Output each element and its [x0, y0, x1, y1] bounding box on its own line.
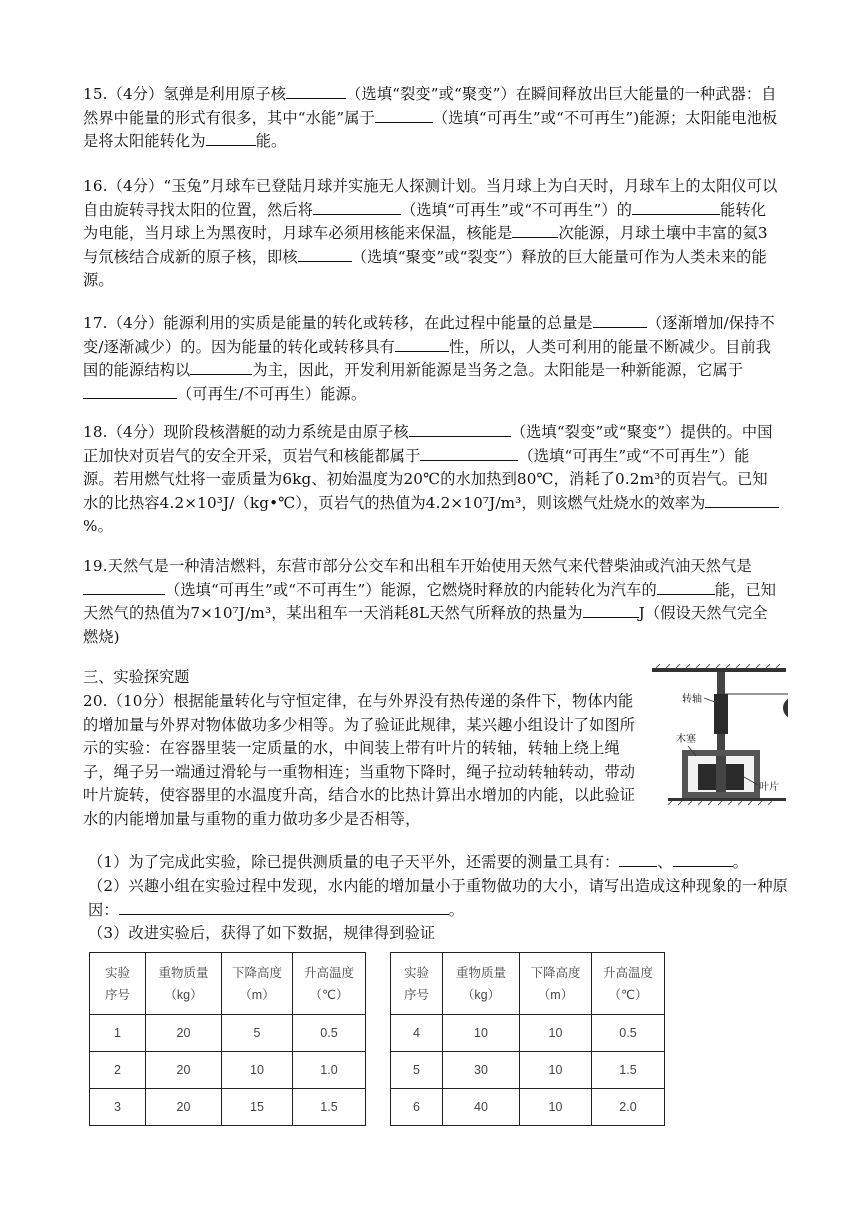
- header-cell: 升高温度 （℃）: [592, 953, 665, 1015]
- q19-blank-1[interactable]: [83, 580, 165, 595]
- header-cell: 重物质量 （kg）: [146, 953, 222, 1015]
- q20-part-2-text: （2）兴趣小组在实验过程中发现，水内能的增加量小于重物做功的大小，请写出造成这种现象的一种原因：: [88, 877, 788, 919]
- q17-blank-1[interactable]: [593, 313, 647, 328]
- q20-part-1-text: （1）为了完成此实验，除已提供测质量的电子天平外，还需要的测量工具有：: [88, 853, 620, 871]
- table-cell: 20: [146, 1015, 222, 1052]
- q19-text-3: 能，已知天然气的热值为7×10⁷J/m³，某出租车一天消耗8L天然气所释放的热量为: [83, 580, 777, 623]
- question-16: [83, 175, 780, 293]
- table-cell: 20: [146, 1052, 222, 1089]
- q20-part-3: （3）改进实验后，获得了如下数据，规律得到验证: [88, 924, 436, 942]
- table-cell: 6: [391, 1089, 443, 1126]
- q20-part-2-end: 。: [448, 900, 465, 919]
- table-row: [90, 1052, 366, 1089]
- q17-text-3: 性，所以，人类可利用的能量不断减少。目前我国的能源结构以: [83, 337, 772, 380]
- table-cell: 10: [520, 1052, 592, 1089]
- q19-blank-3[interactable]: [583, 603, 639, 618]
- q18-text-4: %。: [83, 517, 113, 536]
- q17-blank-4[interactable]: [83, 384, 177, 399]
- q18-blank-3[interactable]: [705, 493, 779, 508]
- q17-text-5: （可再生/不可再生）能源。: [177, 384, 367, 403]
- q20-part-1: [88, 851, 788, 875]
- table-cell: 10: [222, 1052, 293, 1089]
- header-cell: 实验 序号: [391, 953, 443, 1015]
- q18-blank-1[interactable]: [409, 422, 511, 437]
- q16-text-4: 次能源，月球土壤中丰富的氦3与氘核结合成新的原子核，即核: [83, 224, 768, 266]
- q20-part-2: [88, 875, 788, 922]
- q20-part-2-blank[interactable]: [119, 900, 449, 915]
- table-cell: 1.5: [293, 1089, 366, 1126]
- header-cell: 下降高度 （m）: [520, 953, 592, 1015]
- table-cell: 2: [90, 1052, 146, 1089]
- header-cell: 下降高度 （m）: [222, 953, 293, 1015]
- table-header-row: [90, 953, 366, 1015]
- q20-part-1-blank-1[interactable]: [619, 852, 657, 867]
- table-cell: 5: [222, 1015, 293, 1052]
- q15-blank-2[interactable]: [375, 108, 433, 123]
- header-cell: 实验 序号: [90, 953, 146, 1015]
- q20-part-1-blank-2[interactable]: [673, 852, 733, 867]
- q17-text-4: 为主，因此，开发利用新能源是当务之急。太阳能是一种新能源，它属于: [252, 361, 744, 380]
- table-cell: 1.5: [592, 1052, 665, 1089]
- table-cell: 40: [443, 1089, 520, 1126]
- q16-blank-1[interactable]: [313, 200, 401, 215]
- table-cell: 20: [146, 1089, 222, 1126]
- section-3-heading: 三、实验探究题: [83, 668, 190, 686]
- table-cell: 5: [391, 1052, 443, 1089]
- q19-text-1: 19.天然气是一种清洁燃料，东营市部分公交车和出租车开始使用天然气来代替柴油或汽油天然气是: [83, 557, 752, 575]
- blade-label: 叶片: [759, 782, 779, 793]
- q17-text-1: 17.（4分）能源利用的实质是能量的转化或转移，在此过程中能量的总量是: [83, 314, 593, 332]
- q18-text-2: （选填“裂变”或“聚变”）提供的。中国正加快对页岩气的安全开采，页岩气和核能都属于: [83, 423, 773, 465]
- question-19: [83, 555, 780, 649]
- q16-text-5: （选填“聚变”或“裂变”）释放的巨大能量可作为人类未来的能源。: [83, 247, 767, 290]
- table-cell: 30: [443, 1052, 520, 1089]
- q17-blank-3[interactable]: [190, 360, 252, 375]
- table-cell: 15: [222, 1089, 293, 1126]
- header-cell: 重物质量 （kg）: [443, 953, 520, 1015]
- q16-blank-3[interactable]: [512, 223, 558, 238]
- question-15: [83, 83, 780, 154]
- q16-text-1: 16.（4分）“玉兔”月球车已登陆月球并实施无人探测计划。当月球上为白天时，月球车上的太阳仪可以自由旋转寻找太阳的位置，然后将: [83, 177, 778, 219]
- q15-text-4: 能。: [255, 132, 287, 151]
- table-row: [391, 1052, 665, 1089]
- q15-text-2: （选填“裂变”或“聚变”）在瞬间释放出巨大能量的一种武器：自然界中能量的形式有很多，其中“水能”属于: [83, 85, 777, 127]
- table-cell: 1.0: [293, 1052, 366, 1089]
- table-row: [391, 1089, 665, 1126]
- data-table-right: [390, 952, 665, 1126]
- q17-blank-2[interactable]: [395, 337, 449, 352]
- table-header-row: [391, 953, 665, 1015]
- q18-blank-2[interactable]: [420, 446, 518, 461]
- table-cell: 10: [443, 1015, 520, 1052]
- table-cell: 10: [520, 1015, 592, 1052]
- table-cell: 3: [90, 1089, 146, 1126]
- q15-blank-3[interactable]: [206, 131, 256, 146]
- q15-text-1: 15.（4分）氢弹是利用原子核: [83, 85, 287, 103]
- table-cell: 10: [520, 1089, 592, 1126]
- q16-text-3: 能转化为电能，当月球上为黑夜时，月球车必须用核能来保温，核能是: [83, 200, 767, 243]
- q19-text-4: J（假设天然气完全燃烧): [83, 604, 768, 646]
- table-cell: 4: [391, 1015, 443, 1052]
- table-row: [90, 1015, 366, 1052]
- q15-blank-1[interactable]: [286, 84, 346, 99]
- q15-text-3: （选填“可再生”或“不可再生”)能源；太阳能电池板是将太阳能转化为: [83, 108, 778, 151]
- plug-label: 木塞: [676, 734, 696, 745]
- axle-label: 转轴: [682, 694, 702, 705]
- table-cell: 0.5: [293, 1015, 366, 1052]
- header-cell: 升高温度 （℃）: [293, 953, 366, 1015]
- q19-blank-2[interactable]: [657, 580, 715, 595]
- question-18: [83, 421, 780, 539]
- q20-part-1-end: 。: [732, 853, 748, 871]
- table-cell: 1: [90, 1015, 146, 1052]
- q18-text-3: （选填“可再生”或“不可再生”）能源。若用燃气灶将一壶质量为6kg、初始温度为20℃的水加热到80℃，消耗了0.2m³的页岩气。已知水的比热容4.2×10³J/（kg•℃），页岩气的热值为4.2×10⁷J/m³，则该燃气灶烧水的效率为: [83, 446, 768, 512]
- table-row: [391, 1015, 665, 1052]
- q17-text-2: （逐渐增加/保持不变/逐渐减少）的。因为能量的转化或转移具有: [83, 314, 775, 356]
- table-row: [90, 1089, 366, 1126]
- question-20-stem: 20.（10分）根据能量转化与守恒定律，在与外界没有热传递的条件下，物体内能的增加量与外界对物体做功多少相等。为了验证此规律，某兴趣小组设计了如图所示的实验：在容器里装一定质量的水，中间装上带有叶片的转轴，转轴上绕上绳子，绳子另一端通过滑轮与一重物相连；当重物下降时，绳子拉动转轴转动，带动叶片旋转，使容器里的水温度升高，结合水的比热计算出水增加的内能，以此验证水的内能增加量与重物的重力做功多少是否相等，: [83, 692, 636, 828]
- q16-blank-4[interactable]: [298, 247, 352, 262]
- experiment-apparatus-figure: [648, 664, 788, 822]
- table-cell: 0.5: [592, 1015, 665, 1052]
- q20-part-1-sep: 、: [657, 853, 673, 871]
- q16-blank-2[interactable]: [632, 200, 720, 215]
- q16-text-2: （选填“可再生”或“不可再生”）的: [401, 200, 633, 219]
- q19-text-2: （选填“可再生”或“不可再生”）能源，它燃烧时释放的内能转化为汽车的: [165, 580, 657, 599]
- question-17: [83, 312, 780, 406]
- q18-text-1: 18.（4分）现阶段核潜艇的动力系统是由原子核: [83, 423, 409, 441]
- table-cell: 2.0: [592, 1089, 665, 1126]
- data-table-left: [89, 952, 366, 1126]
